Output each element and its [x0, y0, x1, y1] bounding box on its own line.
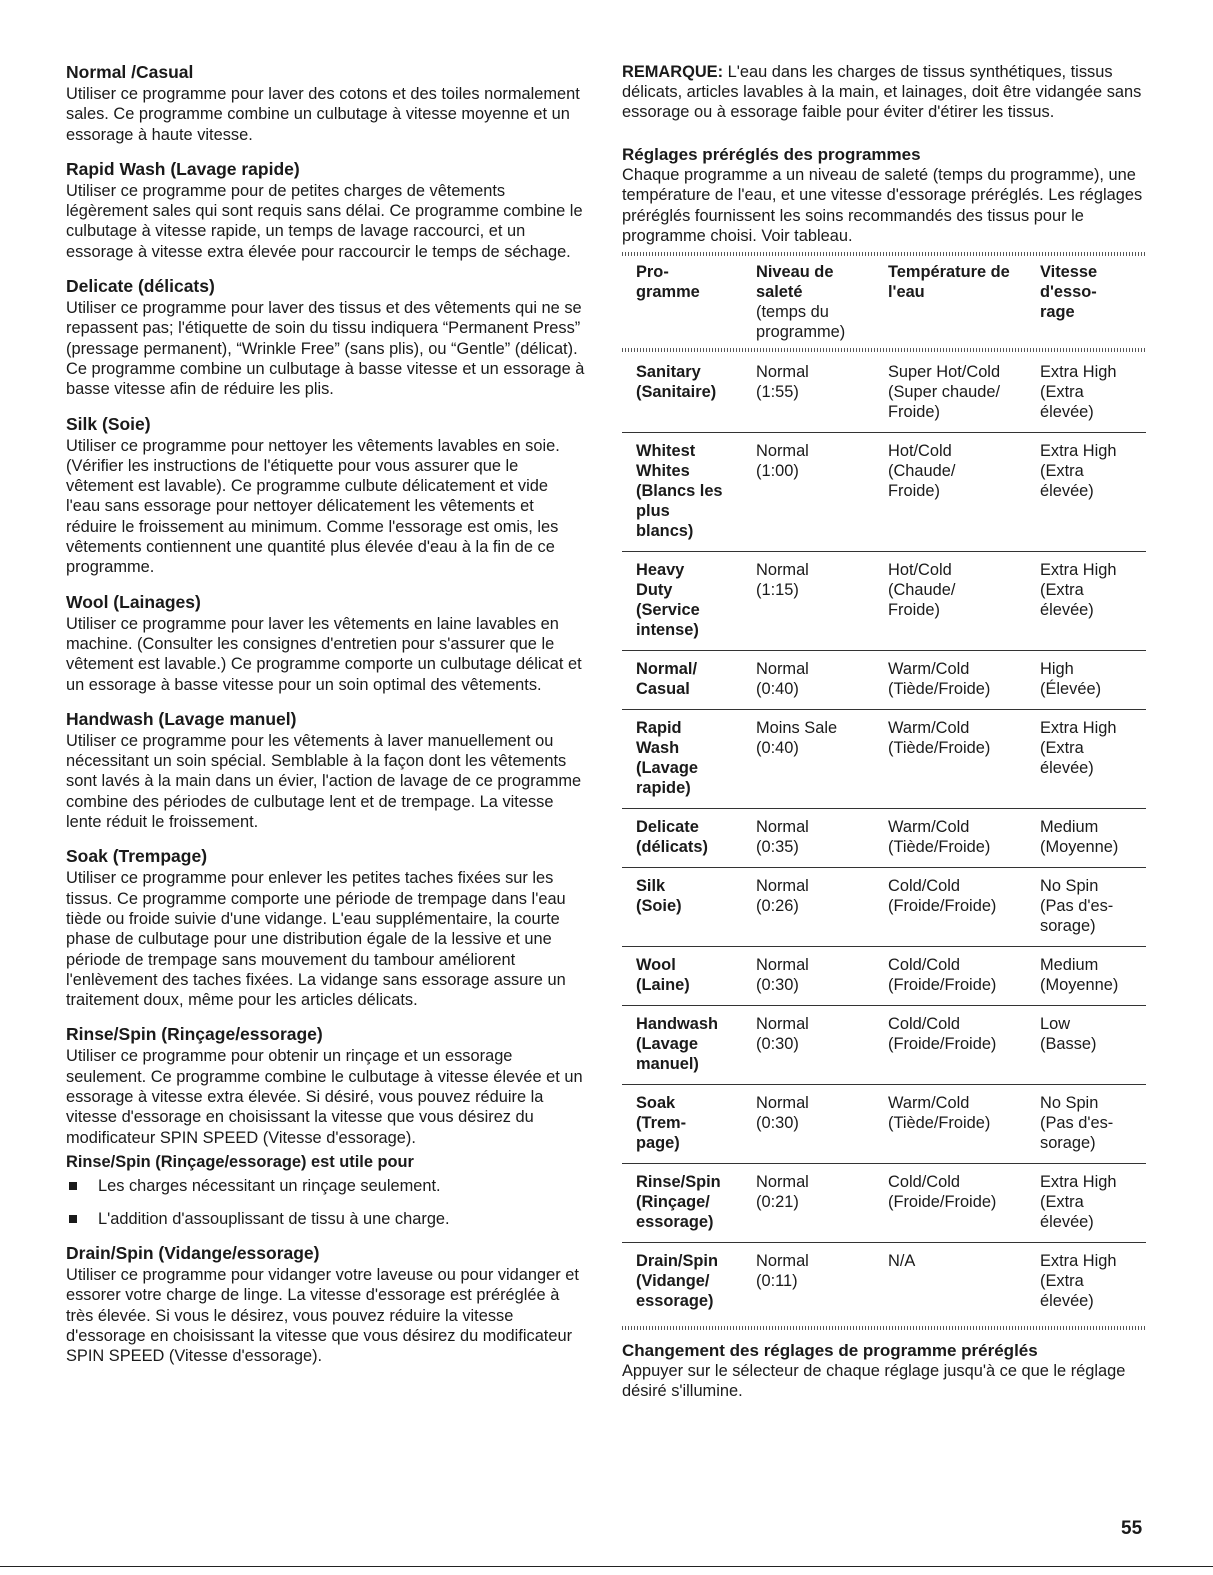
program-cell: Delicate (délicats) — [622, 809, 756, 868]
program-table — [622, 261, 1146, 1321]
program-cell: Soak (Trem- page) — [622, 1085, 756, 1164]
bullet-list — [66, 1176, 586, 1229]
program-section — [66, 709, 586, 832]
soil-level-cell: Normal (0:40) — [756, 651, 888, 710]
change-title: Changement des réglages de programme préréglés — [622, 1341, 1038, 1361]
section-body: Utiliser ce programme pour laver des tissus et des vêtements qui ne se repassent pas; l'étiquette de soin du tissu indiquera “Permanent Press” (pressage permanent), “Wrinkle Free” (sans plis), ou “Gentle” (délicat). Ce programme combine un culbutage à basse vitesse et un essorage à basse vitesse afin de réduire les plis. — [66, 299, 585, 399]
soil-level-cell: Normal (0:30) — [756, 1006, 888, 1085]
program-cell: Drain/Spin (Vidange/ essorage) — [622, 1243, 756, 1322]
program-section — [66, 592, 586, 695]
table-row — [622, 710, 1146, 809]
soil-level-cell: Normal (1:55) — [756, 363, 809, 402]
list-item — [66, 1209, 586, 1229]
water-temp-cell: Cold/Cold (Froide/Froide) — [888, 868, 1040, 947]
spin-speed-cell: High (Élevée) — [1040, 651, 1146, 710]
section-title: Delicate (délicats) — [66, 276, 215, 297]
table-row — [622, 1164, 1146, 1243]
bullet-square-icon — [69, 1182, 77, 1190]
table-top-rule — [622, 252, 1146, 256]
water-temp-cell: Warm/Cold (Tiède/Froide) — [888, 809, 1040, 868]
spin-speed-cell: Medium (Moyenne) — [1040, 947, 1146, 1006]
remarque-text: L'eau dans les charges de tissus synthétiques, tissus délicats, articles lavables à la main, et lainages, doit être vidangée sans essorage ou à essorage faible pour éviter d'étirer les tissus. — [622, 63, 1142, 121]
table-row — [622, 352, 1146, 433]
table-row — [622, 868, 1146, 947]
section-title: Wool (Lainages) — [66, 591, 201, 612]
spin-speed-cell: Extra High (Extra élevée) — [1040, 552, 1146, 651]
bullet-text: L'addition d'assouplissant de tissu à une charge. — [98, 1210, 450, 1229]
section-body: Utiliser ce programme pour vidanger votre laveuse ou pour vidanger et essorer votre charge de linge. La vitesse d'essorage est préréglée à très élevée. Si vous le désirez, vous pouvez réduire la vitesse d'essorage en choisissant la vitesse que vous désirez du modificateur SPIN SPEED (Vitesse d'essorage). — [66, 1266, 579, 1366]
section-title: Handwash (Lavage manuel) — [66, 708, 297, 729]
spin-speed-cell: No Spin (Pas d'es- sorage) — [1040, 1085, 1146, 1164]
water-temp-cell: N/A — [888, 1243, 1040, 1322]
list-item — [66, 1176, 586, 1196]
page-number: 55 — [1121, 1518, 1143, 1539]
spin-speed-cell: Extra High (Extra élevée) — [1040, 1243, 1146, 1322]
table-row — [622, 433, 1146, 552]
right-column — [622, 62, 1146, 1402]
section-title: Silk (Soie) — [66, 413, 151, 434]
presets-body: Chaque programme a un niveau de saleté (temps du programme), une température de l'eau, et une vitesse d'essorage préréglés. Les réglages préréglés fournissent les soins recommandés des tissus pour le programme choisi. Voir tableau. — [622, 166, 1143, 245]
spin-speed-cell: Extra High (Extra élevée) — [1040, 433, 1146, 552]
section-body: Utiliser ce programme pour laver des cotons et des toiles normalement sales. Ce programme combine un culbutage à vitesse moyenne et un essorage à haute vitesse. — [66, 85, 580, 144]
section-title: Drain/Spin (Vidange/essorage) — [66, 1243, 320, 1264]
program-cell: Handwash (Lavage manuel) — [622, 1006, 756, 1085]
soil-level-cell: Normal (0:26) — [756, 868, 888, 947]
water-temp-cell: Warm/Cold (Tiède/Froide) — [888, 1085, 1040, 1164]
water-temp-cell: Warm/Cold (Tiède/Froide) — [888, 710, 1040, 809]
section-title: Rinse/Spin (Rinçage/essorage) — [66, 1024, 323, 1045]
soil-level-cell: Normal (0:30) — [756, 947, 888, 1006]
section-body: Utiliser ce programme pour les vêtements à laver manuellement ou nécessitant un soin spécial. Semblable à la façon dont les vêtements sont lavés à la main dans un évier, l'action de lavage de ce programme combine des périodes de culbutage lent et de trempage. La vitesse lente réduit le froissement. — [66, 731, 582, 832]
water-temp-cell: Hot/Cold (Chaude/ Froide) — [888, 552, 1040, 651]
table-row — [622, 651, 1146, 710]
soil-level-cell: Moins Sale (0:40) — [756, 710, 888, 809]
spin-speed-cell: Extra High (Extra élevée) — [1040, 1164, 1146, 1243]
spin-speed-cell: Extra High (Extra élevée) — [1040, 363, 1117, 422]
section-title: Normal /Casual — [66, 62, 194, 82]
water-temp-cell: Cold/Cold (Froide/Froide) — [888, 1006, 1040, 1085]
program-cell: Sanitary (Sanitaire) — [636, 363, 717, 402]
table-row — [622, 809, 1146, 868]
soil-level-cell: Normal (0:21) — [756, 1164, 888, 1243]
program-cell: Heavy Duty (Service intense) — [622, 552, 756, 651]
program-cell: Whitest Whites (Blancs les plus blancs) — [622, 433, 756, 552]
program-section — [66, 846, 586, 1010]
table-bottom-rule — [622, 1326, 1146, 1330]
change-body: Appuyer sur le sélecteur de chaque réglage jusqu'à ce que le réglage désiré s'illumine. — [622, 1362, 1126, 1401]
section-body: Utiliser ce programme pour laver les vêtements en laine lavables en machine. (Consulter les consignes d'entretien pour s'assurer que le vêtement est lavable.) Ce programme comporte un culbutage délicat et un essorage à basse vitesse pour un soin optimal des vêtements. — [66, 614, 582, 694]
water-temp-cell: Warm/Cold (Tiède/Froide) — [888, 651, 1040, 710]
water-temp-cell: Super Hot/Cold (Super chaude/ Froide) — [888, 363, 1001, 422]
program-section — [66, 276, 586, 399]
table-row — [622, 552, 1146, 651]
header-water-temp: Température de l'eau — [888, 263, 1010, 302]
program-cell: Silk (Soie) — [622, 868, 756, 947]
table-mid-rule — [622, 348, 1146, 352]
program-cell: Wool (Laine) — [622, 947, 756, 1006]
table-header-row — [622, 261, 1146, 352]
header-soil-level: Niveau de saleté (temps du programme) — [756, 263, 846, 342]
water-temp-cell: Cold/Cold (Froide/Froide) — [888, 1164, 1040, 1243]
water-temp-cell: Cold/Cold (Froide/Froide) — [888, 947, 1040, 1006]
presets-title: Réglages préréglés des programmes — [622, 145, 921, 164]
soil-level-cell: Normal (0:35) — [756, 809, 888, 868]
table-row — [622, 1006, 1146, 1085]
footer-rule — [0, 1566, 1213, 1567]
program-section — [66, 159, 586, 262]
section-title: Soak (Trempage) — [66, 846, 208, 867]
program-cell: Rinse/Spin (Rinçage/ essorage) — [622, 1164, 756, 1243]
program-section — [66, 62, 586, 145]
section-body: Utiliser ce programme pour obtenir un rinçage et un essorage seulement. Ce programme combine le culbutage à vitesse élevée et un essorage à vitesse extra élevée. Si désiré, vous pouvez réduire la vitesse d'essorage en choisissant la vitesse que vous désirez du modificateur SPIN SPEED (Vitesse d'essorage). — [66, 1047, 583, 1147]
section-body: Utiliser ce programme pour enlever les petites taches fixées sur les tissus. Ce programme comporte une période de trempage dans l'eau tiède ou froide suivie d'une vidange. L'eau supplémentaire, la courte phase de culbutage pour une distribution égale de la lessive et une période de trempage sans mouvement du tambour améliorent l'enlèvement des taches fixées. La vidange sans essorage assure un traitement doux, même pour les articles délicats. — [66, 869, 566, 1010]
left-column — [66, 62, 586, 1381]
table-row — [622, 947, 1146, 1006]
bullet-square-icon — [69, 1215, 77, 1223]
spin-speed-cell: No Spin (Pas d'es- sorage) — [1040, 868, 1146, 947]
soil-level-cell: Normal (0:11) — [756, 1243, 888, 1322]
header-program: Pro- gramme — [636, 263, 700, 302]
soil-level-cell: Normal (1:00) — [756, 433, 888, 552]
rinse-spin-useful-title: Rinse/Spin (Rinçage/essorage) est utile pour — [66, 1152, 414, 1171]
left-sections — [66, 62, 586, 1010]
program-cell: Rapid Wash (Lavage rapide) — [622, 710, 756, 809]
remarque-note — [622, 62, 1146, 122]
spin-speed-cell: Extra High (Extra élevée) — [1040, 710, 1146, 809]
remarque-label: REMARQUE: — [622, 63, 724, 81]
soil-level-cell: Normal (0:30) — [756, 1085, 888, 1164]
section-title: Rapid Wash (Lavage rapide) — [66, 158, 300, 179]
section-body: Utiliser ce programme pour nettoyer les vêtements lavables en soie. (Vérifier les instructions de l'étiquette pour vous assurer que le vêtement est lavable). Ce programme culbute délicatement et vide l'eau sans essorage pour nettoyer délicatement les vêtements et réduire le froissement au minimum. Comme l'essorage est omis, les vêtements contiennent une quantité plus élevée d'eau à la fin de ce programme. — [66, 436, 560, 577]
drain-spin-section — [66, 1243, 586, 1366]
water-temp-cell: Hot/Cold (Chaude/ Froide) — [888, 433, 1040, 552]
table-row — [622, 1085, 1146, 1164]
header-spin-speed: Vitesse d'esso- rage — [1040, 263, 1098, 322]
program-cell: Normal/ Casual — [622, 651, 756, 710]
spin-speed-cell: Medium (Moyenne) — [1040, 809, 1146, 868]
table-row — [622, 1243, 1146, 1322]
program-section — [66, 414, 586, 578]
bullet-text: Les charges nécessitant un rinçage seulement. — [98, 1177, 441, 1196]
rinse-spin-section — [66, 1024, 586, 1229]
spin-speed-cell: Low (Basse) — [1040, 1006, 1146, 1085]
section-body: Utiliser ce programme pour de petites charges de vêtements légèrement sales qui sont requis sans délai. Ce programme combine le culbutage à vitesse rapide, un temps de lavage raccourci, et un essorage à vitesse extra élevée pour raccourcir le temps de séchage. — [66, 181, 583, 261]
soil-level-cell: Normal (1:15) — [756, 552, 888, 651]
